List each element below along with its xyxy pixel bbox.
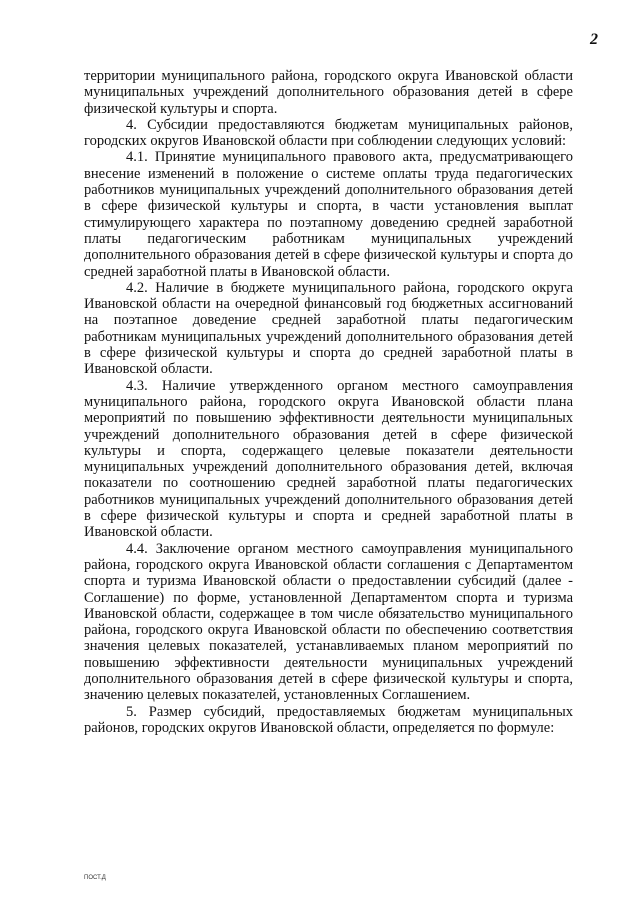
paragraph-item-4-3: 4.3. Наличие утвержденного органом местного самоуправления муниципального района, городского округа Ивановской области плана мероприятий по повышению эффективности деятельности муниципальных учреждений дополнительного образования детей в сфере физической культуры и спорта, содержащего целевые показатели деятельности муниципальных учреждений дополнительного образования детей, включая показатели по соотношению средней заработной платы педагогических работников муниципальных учреждений дополнительного образования детей в сфере физической культуры и спорта и средней заработной платы в Ивановской области. xyxy=(84,377,573,541)
paragraph-continuation: территории муниципального района, городского округа Ивановской области муниципальных учреждений дополнительного образования детей в сфере физической культуры и спорта. xyxy=(84,68,573,117)
footer-file-mark: ПОСТ.Д xyxy=(84,875,106,881)
document-body xyxy=(84,68,573,736)
paragraph-item-5: 5. Размер субсидий, предоставляемых бюджетам муниципальных районов, городских округов Ивановской области, определяется по формуле: xyxy=(84,703,573,736)
paragraph-item-4: 4. Субсидии предоставляются бюджетам муниципальных районов, городских округов Ивановской области при соблюдении следующих условий: xyxy=(84,116,573,150)
page-number: 2 xyxy=(590,31,598,48)
paragraph-item-4-2: 4.2. Наличие в бюджете муниципального района, городского округа Ивановской области на очередной финансовый год бюджетных ассигнований на поэтапное доведение средней заработной платы педагогическим работникам муниципальных учреждений дополнительного образования детей в сфере физической культуры и спорта до средней заработной платы в Ивановской области. xyxy=(84,279,573,378)
paragraph-item-4-1: 4.1. Принятие муниципального правового акта, предусматривающего внесение изменений в положение о системе оплаты труда педагогических работников муниципальных учреждений дополнительного образования детей в сфере физической культуры и спорта, в части установления выплат стимулирующего характера по поэтапному доведению средней заработной платы педагогическим работникам муниципальных учреждений дополнительного образования детей в сфере физической культуры и спорта до средней заработной платы в Ивановской области. xyxy=(84,149,573,280)
paragraph-item-4-4: 4.4. Заключение органом местного самоуправления муниципального района, городского округа Ивановской области соглашения с Департаментом спорта и туризма Ивановской области о предоставлении субсидий (далее - Соглашение) по форме, установленной Департаментом спорта и туризма Ивановской области, содержащее в том числе обязательство муниципального района, городского округа Ивановской области по обеспечению соответствия значения целевых показателей, устанавливаемых планом мероприятий по повышению эффективности деятельности муниципальных учреждений дополнительного образования детей в сфере физической культуры и спорта, значению целевых показателей, установленных Соглашением. xyxy=(84,540,573,704)
